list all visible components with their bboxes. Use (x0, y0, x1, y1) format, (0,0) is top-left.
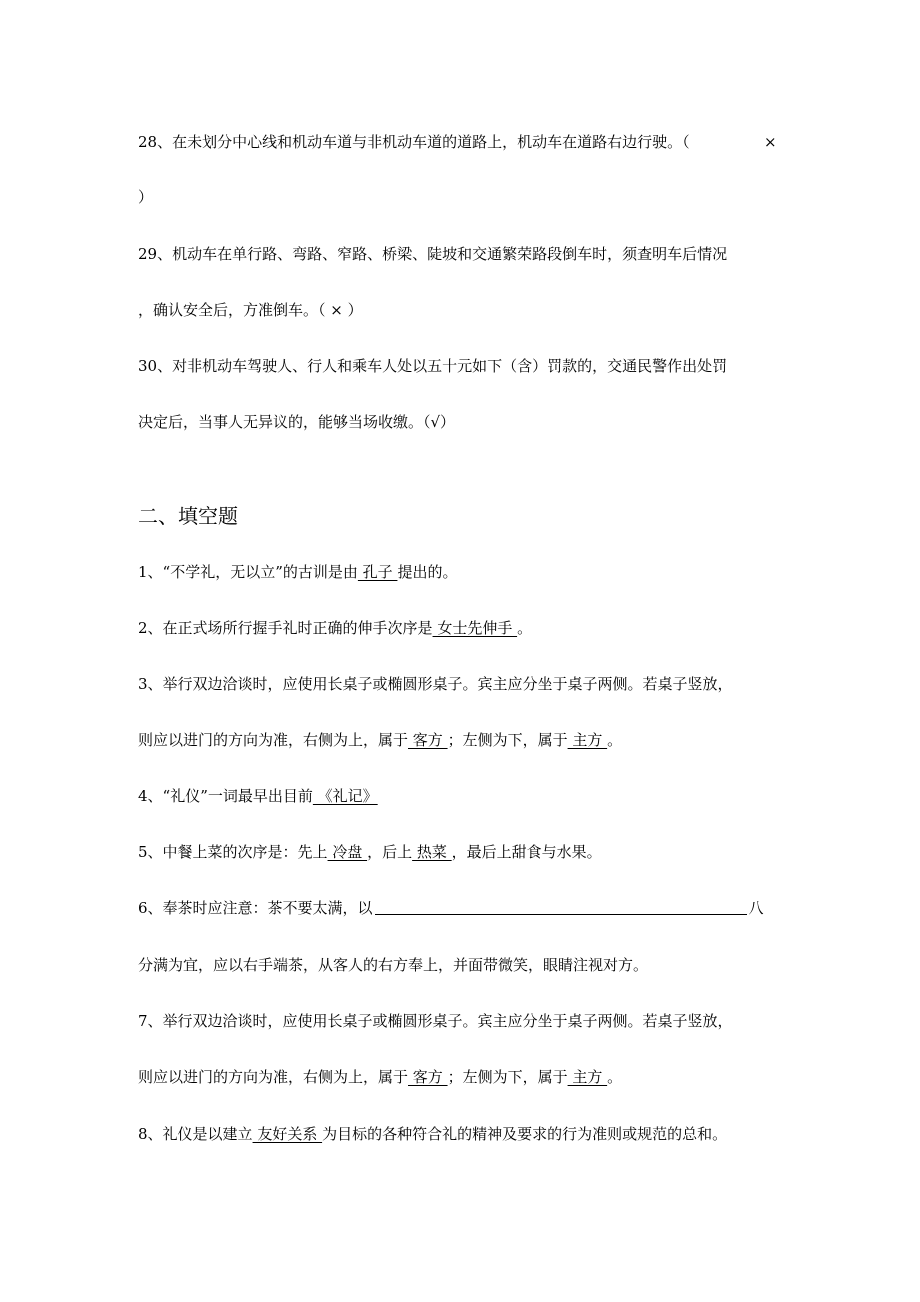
fill-q6-line2: 分满为宜，应以右手端茶，从客人的右方奉上，并面带微笑，眼睛注视对方。 (138, 956, 649, 974)
fill-q8-answer: 友好关系 (252, 1125, 323, 1143)
tf-q29-line1: 29、机动车在单行路、弯路、窄路、桥梁、陡坡和交通繁荣路段倒车时，须查明车后情况 (138, 245, 728, 263)
fill-q6-answer: 八 (748, 899, 764, 917)
fill-q8-post: 为目标的各种符合礼的精神及要求的行为准则或规范的总和。 (322, 1125, 728, 1143)
fill-q7-line2 (138, 1067, 622, 1087)
fill-q4-text: 4、“礼仪”一词最早出目前 (138, 787, 313, 805)
fill-q2-answer: 女士先伸手 (432, 619, 518, 637)
fill-q8-text: 8、礼仪是以建立 (138, 1125, 253, 1143)
fill-q3-post: 。 (607, 731, 623, 749)
fill-q1-answer: 孔子 (357, 563, 398, 581)
fill-q5-post: ，最后上甜食与水果。 (451, 843, 602, 861)
fill-q6-line1 (138, 898, 764, 918)
fill-q2-text: 2、在正式场所行握手礼时正确的伸手次序是 (138, 619, 433, 637)
fill-q5-answer1: 冷盘 (327, 843, 368, 861)
fill-q3-answer2: 主方 (567, 731, 608, 749)
fill-q3-text: 则应以进门的方向为准，右侧为上，属于 (138, 731, 409, 749)
fill-q5-mid: ，后上 (367, 843, 413, 861)
fill-q5-text: 5、中餐上菜的次序是：先上 (138, 843, 328, 861)
tf-q29-line2: ，确认安全后，方准倒车。（ × ） (138, 301, 363, 319)
fill-q4-answer: 《礼记》 (312, 787, 378, 805)
fill-q3-line2 (138, 730, 622, 750)
tf-q30-line1: 30、对非机动车驾驶人、行人和乘车人处以五十元如下（含）罚款的，交通民警作出处罚 (138, 357, 728, 375)
fill-q1 (138, 562, 457, 582)
fill-q7-mid: ；左侧为下，属于 (447, 1068, 568, 1086)
fill-q6-text: 6、奉茶时应注意：茶不要太满，以 (138, 899, 373, 917)
fill-q7-post: 。 (607, 1068, 623, 1086)
fill-q2 (138, 618, 532, 638)
fill-q8 (138, 1124, 727, 1144)
fill-q3-answer1: 客方 (408, 731, 448, 749)
tf-q28-text: 28、在未划分中心线和机动车道与非机动车道的道路上，机动车在道路右边行驶。（ (138, 133, 690, 151)
fill-q7-answer2: 主方 (567, 1068, 608, 1086)
fill-q7-text: 则应以进门的方向为准，右侧为上，属于 (138, 1068, 409, 1086)
fill-q1-post: 提出的。 (397, 563, 458, 581)
fill-q3-mid: ；左侧为下，属于 (447, 731, 568, 749)
fill-q5 (138, 842, 602, 862)
tf-q28-line1 (138, 132, 690, 152)
tf-q28-close: ） (138, 188, 154, 206)
fill-q7-line1: 7、举行双边洽谈时，应使用长桌子或椭圆形桌子。宾主应分坐于桌子两侧。若桌子竖放， (138, 1012, 733, 1030)
fill-q6-blank (375, 898, 747, 915)
fill-q4 (138, 786, 378, 806)
fill-q7-answer1: 客方 (408, 1068, 448, 1086)
fill-q2-post: 。 (517, 619, 533, 637)
tf-q28-answer: × (764, 133, 777, 151)
tf-q30-line2: 决定后，当事人无异议的，能够当场收缴。（√） (138, 413, 456, 431)
fill-q3-line1: 3、举行双边洽谈时，应使用长桌子或椭圆形桌子。宾主应分坐于桌子两侧。若桌子竖放， (138, 675, 733, 693)
fill-q1-text: 1、“不学礼，无以立”的古训是由 (138, 563, 358, 581)
fill-q5-answer2: 热菜 (412, 843, 452, 861)
section-heading: 二、填空题 (138, 504, 238, 528)
